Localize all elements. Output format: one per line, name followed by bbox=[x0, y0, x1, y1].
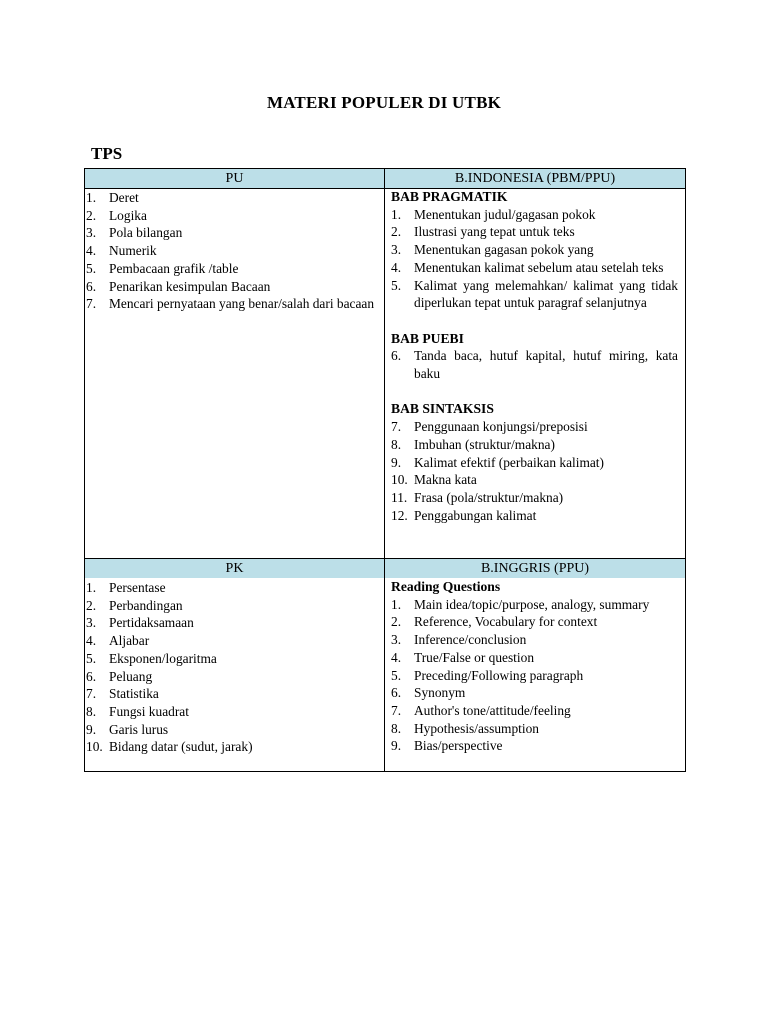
item-number: 8. bbox=[86, 703, 97, 719]
list-item bbox=[391, 471, 678, 489]
item-number: 5. bbox=[86, 650, 97, 666]
item-number: 7. bbox=[86, 686, 97, 702]
item-text: Menentukan gagasan pokok yang bbox=[414, 242, 594, 258]
list-item bbox=[86, 668, 378, 686]
item-number: 5. bbox=[86, 260, 97, 276]
list-item bbox=[391, 631, 678, 649]
item-text: Statistika bbox=[109, 686, 159, 702]
list-item bbox=[391, 489, 678, 507]
item-text: Frasa (pola/struktur/makna) bbox=[414, 489, 564, 505]
list-item bbox=[391, 206, 678, 224]
list-item bbox=[86, 278, 378, 296]
item-text: Makna kata bbox=[414, 472, 477, 488]
item-number: 4. bbox=[391, 259, 402, 275]
item-number: 4. bbox=[391, 649, 402, 665]
item-text: Logika bbox=[109, 207, 147, 223]
item-number: 6. bbox=[86, 668, 97, 684]
pk-list bbox=[86, 579, 378, 756]
list-item bbox=[391, 454, 678, 472]
item-text: Kalimat yang melemahkan/ kalimat yang tidak diperlukan tepat untuk paragraf selanjutnya bbox=[414, 277, 678, 311]
item-text: Deret bbox=[109, 190, 139, 205]
header-binggris: B.INGGRIS (PPU) bbox=[385, 559, 685, 578]
list-item bbox=[86, 260, 378, 278]
list-item bbox=[86, 738, 378, 756]
section-heading: TPS bbox=[91, 144, 123, 163]
item-text: Bias/perspective bbox=[414, 738, 503, 754]
item-text: Ilustrasi yang tepat untuk teks bbox=[414, 224, 575, 240]
item-number: 4. bbox=[86, 633, 97, 649]
list-item bbox=[86, 207, 378, 225]
item-number: 10. bbox=[391, 472, 408, 488]
materi-table bbox=[84, 168, 686, 772]
list-item bbox=[391, 684, 678, 702]
item-text: Reference, Vocabulary for context bbox=[414, 614, 598, 630]
list-item bbox=[391, 436, 678, 454]
item-text: Peluang bbox=[109, 668, 153, 684]
group-heading: BAB PUEBI bbox=[391, 330, 464, 346]
list-item bbox=[391, 223, 678, 241]
list-item bbox=[391, 596, 678, 614]
item-number: 11. bbox=[391, 489, 408, 505]
list-item bbox=[391, 241, 678, 259]
list-item bbox=[391, 259, 678, 277]
column-divider bbox=[384, 169, 385, 771]
group-heading: BAB SINTAKSIS bbox=[391, 401, 494, 417]
item-number: 9. bbox=[391, 454, 402, 470]
item-text: Penggabungan kalimat bbox=[414, 507, 537, 523]
item-number: 7. bbox=[391, 702, 402, 718]
bindonesia-list bbox=[391, 188, 678, 524]
list-item bbox=[391, 720, 678, 738]
item-text: Eksponen/logaritma bbox=[109, 650, 217, 666]
list-item bbox=[86, 721, 378, 739]
item-text: Synonym bbox=[414, 685, 466, 701]
group-heading: BAB PRAGMATIK bbox=[391, 189, 508, 204]
item-number: 1. bbox=[86, 580, 97, 595]
item-text: Menentukan judul/gagasan pokok bbox=[414, 206, 596, 222]
item-text: Fungsi kuadrat bbox=[109, 703, 189, 719]
list-item bbox=[86, 685, 378, 703]
list-item bbox=[391, 507, 678, 525]
header-pk: PK bbox=[85, 559, 384, 578]
item-number: 12. bbox=[391, 507, 408, 523]
item-number: 5. bbox=[391, 277, 402, 293]
item-text: Kalimat efektif (perbaikan kalimat) bbox=[414, 454, 604, 470]
item-number: 3. bbox=[86, 225, 97, 241]
list-item bbox=[86, 703, 378, 721]
item-number: 7. bbox=[391, 419, 402, 435]
item-number: 2. bbox=[86, 597, 97, 613]
list-item bbox=[391, 347, 678, 382]
list-item bbox=[86, 224, 378, 242]
item-number: 2. bbox=[86, 207, 97, 223]
item-text: Pola bilangan bbox=[109, 225, 183, 241]
item-number: 6. bbox=[391, 685, 402, 701]
list-item bbox=[391, 737, 678, 755]
spacer bbox=[391, 312, 678, 330]
item-text: Penarikan kesimpulan Bacaan bbox=[109, 278, 271, 294]
item-number: 7. bbox=[86, 296, 97, 312]
list-item bbox=[86, 242, 378, 260]
list-item bbox=[391, 667, 678, 685]
item-number: 9. bbox=[391, 738, 402, 754]
list-item bbox=[391, 649, 678, 667]
item-number: 10. bbox=[86, 739, 103, 755]
item-number: 1. bbox=[391, 206, 402, 222]
binggris-list bbox=[391, 578, 678, 755]
item-number: 4. bbox=[86, 243, 97, 259]
item-text: Pembacaan grafik /table bbox=[109, 260, 239, 276]
item-text: Mencari pernyataan yang benar/salah dari bacaan bbox=[109, 296, 375, 312]
item-text: Pertidaksamaan bbox=[109, 615, 194, 631]
list-item bbox=[391, 418, 678, 436]
item-text: Persentase bbox=[109, 580, 166, 595]
item-text: Preceding/Following paragraph bbox=[414, 667, 584, 683]
item-number: 2. bbox=[391, 614, 402, 630]
item-number: 3. bbox=[391, 242, 402, 258]
item-number: 6. bbox=[86, 278, 97, 294]
list-item bbox=[391, 277, 678, 312]
item-text: Hypothesis/assumption bbox=[414, 720, 539, 736]
item-number: 1. bbox=[86, 190, 97, 205]
item-number: 2. bbox=[391, 224, 402, 240]
item-text: Penggunaan konjungsi/preposisi bbox=[414, 419, 588, 435]
header-bindonesia: B.INDONESIA (PBM/PPU) bbox=[385, 169, 685, 188]
list-item bbox=[391, 613, 678, 631]
list-item bbox=[391, 702, 678, 720]
document-title: MATERI POPULER DI UTBK bbox=[266, 93, 502, 112]
header-pu: PU bbox=[85, 169, 384, 188]
item-text: Menentukan kalimat sebelum atau setelah teks bbox=[414, 259, 664, 275]
group-heading: Reading Questions bbox=[391, 579, 501, 594]
list-item bbox=[86, 579, 378, 597]
item-number: 3. bbox=[86, 615, 97, 631]
item-number: 1. bbox=[391, 596, 402, 612]
item-number: 8. bbox=[391, 720, 402, 736]
list-item bbox=[86, 189, 378, 207]
item-text: Imbuhan (struktur/makna) bbox=[414, 436, 555, 452]
item-number: 9. bbox=[86, 721, 97, 737]
item-text: Author's tone/attitude/feeling bbox=[414, 702, 571, 718]
list-item bbox=[86, 650, 378, 668]
item-text: Perbandingan bbox=[109, 597, 183, 613]
item-number: 5. bbox=[391, 667, 402, 683]
item-text: Inference/conclusion bbox=[414, 632, 527, 648]
item-number: 3. bbox=[391, 632, 402, 648]
item-number: 8. bbox=[391, 436, 402, 452]
item-number: 6. bbox=[391, 348, 402, 364]
item-text: Numerik bbox=[109, 243, 157, 259]
item-text: True/False or question bbox=[414, 649, 535, 665]
list-item bbox=[86, 632, 378, 650]
item-text: Garis lurus bbox=[109, 721, 169, 737]
item-text: Bidang datar (sudut, jarak) bbox=[109, 739, 253, 755]
item-text: Aljabar bbox=[109, 633, 150, 649]
item-text: Tanda baca, hutuf kapital, hutuf miring, kata baku bbox=[414, 348, 678, 382]
spacer bbox=[391, 383, 678, 401]
list-item bbox=[86, 597, 378, 615]
list-item bbox=[86, 614, 378, 632]
list-item bbox=[86, 295, 378, 313]
pu-list bbox=[86, 189, 378, 313]
item-text: Main idea/topic/purpose, analogy, summary bbox=[414, 596, 650, 612]
